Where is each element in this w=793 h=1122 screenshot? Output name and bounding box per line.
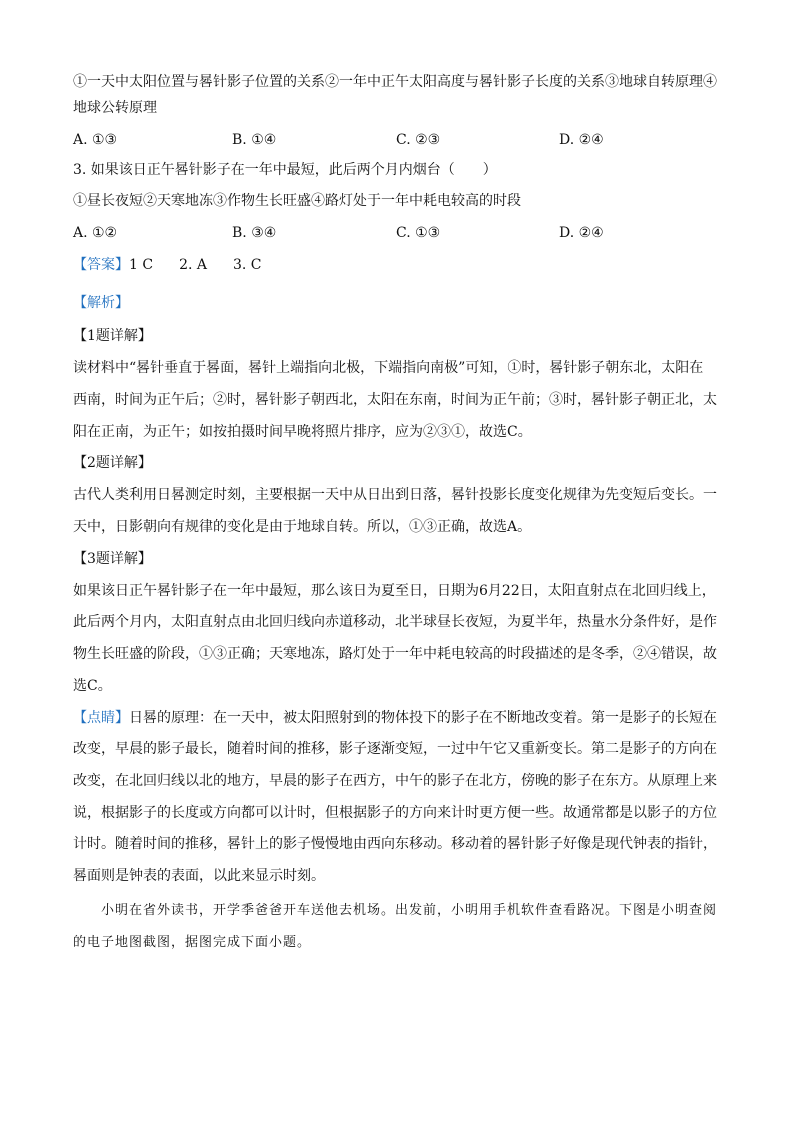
answer-1: 1 C [129,257,154,273]
answer-3: 3. C [233,257,262,273]
detail-2-line-1: 古代人类利用日晷测定时刻，主要根据一天中从日出到日落，晷针投影长度变化规律为先变短后变长。一 [73,487,717,503]
detail-1-line-1: 读材料中“晷针垂直于晷面，晷针上端指向北极，下端指向南极”可知，①时，晷针影子朝东北，太阳在 [73,360,704,376]
material-line-1: 小明在省外读书，开学季爸爸开车送他去机场。出发前，小明用手机软件查看路况。下图是小明查阅 [101,903,718,918]
detail-1-line-2: 西南，时间为正午后；②时，晷针影子朝西北，太阳在东南，时间为正午前；③时，晷针影子朝正北，太 [73,392,717,408]
material-line-2: 的电子地图截图，据图完成下面小题。 [73,935,312,950]
tip-line-5: 计时。随着时间的推移，晷针上的影子慢慢地由西向东移动。移动着的晷针影子好像是现代钟表的指针， [73,836,717,852]
q3-option-a: A. ①② [73,225,118,241]
q2-stem-line2: 地球公转原理 [73,100,157,116]
q3-option-b: B. ③④ [232,225,277,241]
tip-line-6: 晷面则是钟表的表面，以此来显示时刻。 [73,868,325,884]
analysis-tag: 【解析】 [73,295,129,311]
answer-2: 2. A [179,257,207,273]
tip-first: 日晷的原理：在一天中，被太阳照射到的物体投下的影子在不断地改变着。第一是影子的长短在 [129,710,717,726]
answer-tag: 【答案】 [73,257,129,273]
q3-option-d: D. ②④ [559,225,604,241]
q2-option-c: C. ②③ [396,132,441,148]
q3-items: ①昼长夜短②天寒地冻③作物生长旺盛④路灯处于一年中耗电较高的时段 [73,193,521,209]
tip-line-3: 改变，在北回归线以北的地方，早晨的影子在西方，中午的影子在北方，傍晚的影子在东方。从原理上来 [73,773,717,789]
q3-option-c: C. ①③ [396,225,441,241]
detail-3-line-4: 选C。 [73,678,112,694]
q2-option-d: D. ②④ [559,132,604,148]
detail-3-line-3: 物生长旺盛的阶段，①③正确；天寒地冻，路灯处于一年中耗电较高的时段描述的是冬季，②④错误，故 [73,646,717,662]
q2-option-a: A. ①③ [73,132,118,148]
answer-line [73,255,262,275]
detail-3-line-2: 此后两个月内，太阳直射点由北回归线向赤道移动，北半球昼长夜短，为夏半年，热量水分条件好，是作 [73,614,717,630]
q3-options [73,223,723,243]
detail-3-line-1: 如果该日正午晷针影子在一年中最短，那么该日为夏至日，日期为6月22日，太阳直射点在北回归线上， [73,583,716,599]
detail-1-title: 【1题详解】 [73,328,152,344]
tip-line-2: 改变，早晨的影子最长，随着时间的推移，影子逐渐变短，一过中午它又重新变长。第二是影子的方向在 [73,741,717,757]
q2-stem-line1: ①一天中太阳位置与晷针影子位置的关系②一年中正午太阳高度与晷针影子长度的关系③地球自转原理④ [73,74,717,90]
q2-option-b: B. ①④ [232,132,277,148]
q2-options [73,130,723,150]
tip-line-1 [73,708,723,728]
tip-line-4: 说，根据影子的长度或方向都可以计时，但根据影子的方向来计时更方便一些。故通常都是以影子的方位 [73,805,717,821]
q3-stem: 3. 如果该日正午晷针影子在一年中最短，此后两个月内烟台（ ） [73,162,497,178]
detail-2-line-2: 天中，日影朝向有规律的变化是由于地球自转。所以，①③正确，故选A。 [73,519,532,535]
detail-2-title: 【2题详解】 [73,455,152,471]
detail-3-title: 【3题详解】 [73,551,152,567]
detail-1-line-3: 阳在正南，为正午；如按拍摄时间早晚将照片排序，应为②③①，故选C。 [73,424,532,440]
tip-tag: 【点睛】 [73,710,129,726]
